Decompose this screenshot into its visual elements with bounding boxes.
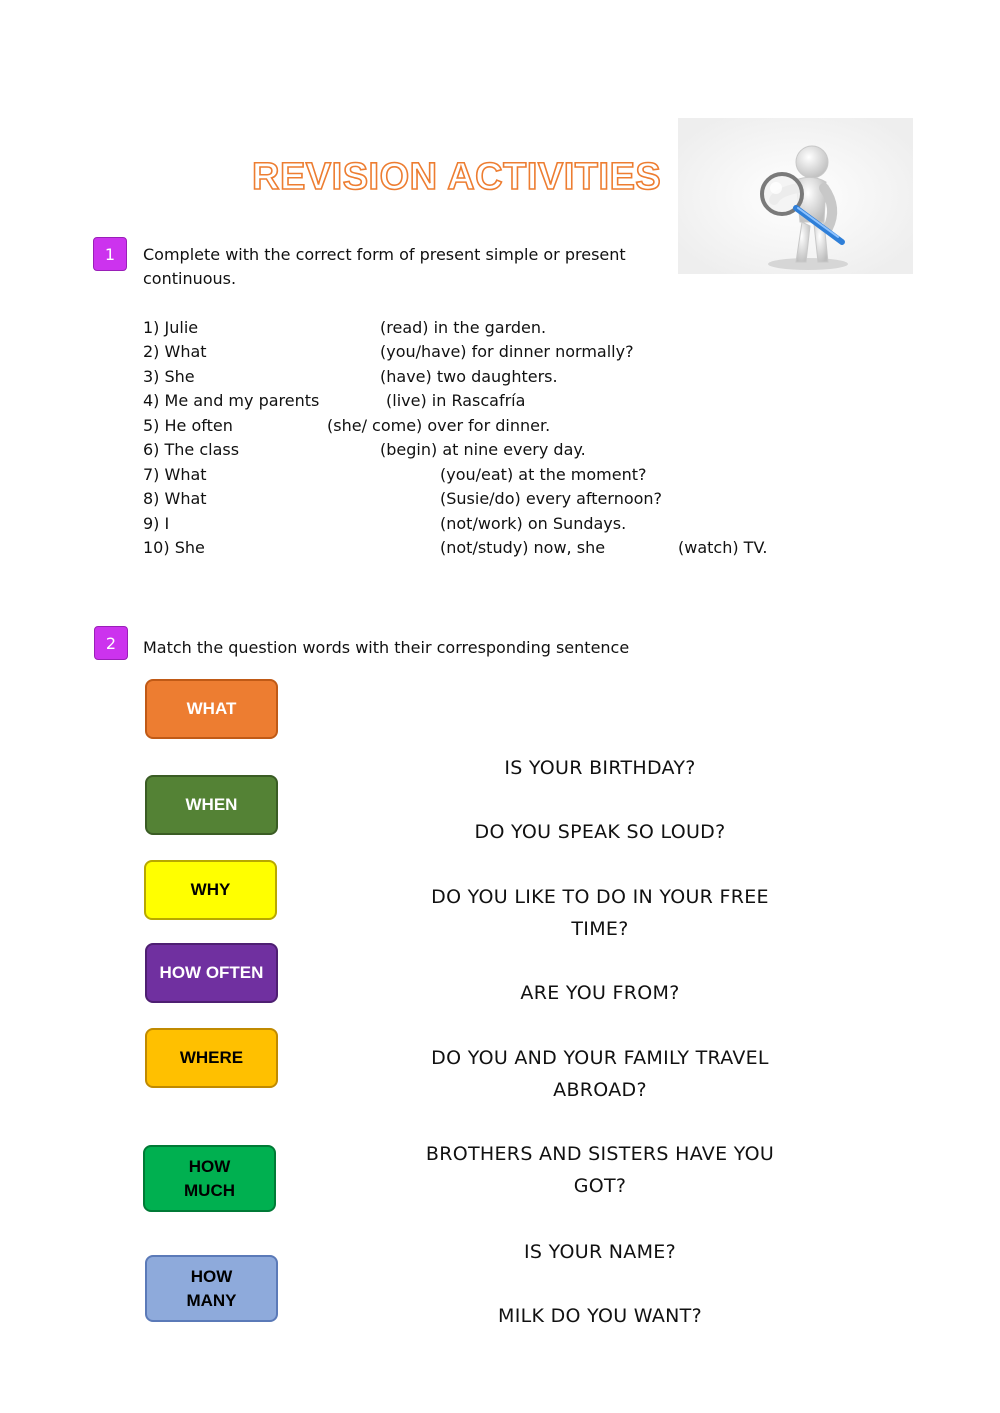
exercise-subject: 2) What bbox=[143, 342, 207, 361]
exercise-subject: 3) She bbox=[143, 367, 195, 386]
exercise-hint: (you/have) for dinner normally? bbox=[380, 342, 634, 361]
question-word-where[interactable]: WHERE bbox=[145, 1028, 278, 1088]
exercise-subject: 5) He often bbox=[143, 416, 233, 435]
section-1-number-badge: 1 bbox=[93, 237, 127, 271]
page-title: REVISION ACTIVITIES bbox=[252, 156, 662, 198]
exercise-hint: (you/eat) at the moment? bbox=[440, 465, 647, 484]
section-2-instruction: Match the question words with their corresponding sentence bbox=[143, 638, 630, 657]
exercise-subject: 4) Me and my parents bbox=[143, 391, 320, 410]
question-word-what[interactable]: WHAT bbox=[145, 679, 278, 739]
exercise-hint: (not/study) now, she bbox=[440, 538, 606, 557]
exercise-hint: (Susie/do) every afternoon? bbox=[440, 489, 663, 508]
question-word-when[interactable]: WHEN bbox=[145, 775, 278, 835]
exercise-hint: (have) two daughters. bbox=[380, 367, 558, 386]
match-sentence[interactable]: ARE YOU FROM? bbox=[520, 982, 680, 1004]
section-1-instruction: Complete with the correct form of present simple or present continuous. bbox=[143, 245, 626, 288]
section-2-number-badge: 2 bbox=[94, 626, 128, 660]
exercise-hint: (she/ come) over for dinner. bbox=[327, 416, 551, 435]
exercise-subject: 8) What bbox=[143, 489, 207, 508]
match-sentence[interactable]: IS YOUR BIRTHDAY? bbox=[504, 757, 696, 779]
question-word-how-often[interactable]: HOW OFTEN bbox=[145, 943, 278, 1003]
exercise-subject: 10) She bbox=[143, 538, 205, 557]
match-sentence[interactable]: DO YOU AND YOUR FAMILY TRAVEL ABROAD? bbox=[431, 1047, 769, 1101]
match-sentence[interactable]: DO YOU LIKE TO DO IN YOUR FREE TIME? bbox=[431, 886, 769, 940]
match-sentence[interactable]: IS YOUR NAME? bbox=[524, 1241, 676, 1263]
match-sentence[interactable]: MILK DO YOU WANT? bbox=[498, 1305, 702, 1327]
question-word-how-much[interactable]: HOW MUCH bbox=[143, 1145, 276, 1212]
match-sentence[interactable]: DO YOU SPEAK SO LOUD? bbox=[474, 821, 726, 843]
exercise-hint: (live) in Rascafría bbox=[386, 391, 526, 410]
exercise-subject: 9) I bbox=[143, 514, 170, 533]
exercise-hint: (begin) at nine every day. bbox=[380, 440, 586, 459]
question-word-why[interactable]: WHY bbox=[144, 860, 277, 920]
person-magnifier-illustration bbox=[678, 118, 913, 274]
exercise-hint: (read) in the garden. bbox=[380, 318, 547, 337]
exercise-subject: 7) What bbox=[143, 465, 207, 484]
match-sentence[interactable]: BROTHERS AND SISTERS HAVE YOU GOT? bbox=[425, 1143, 775, 1197]
question-word-how-many[interactable]: HOW MANY bbox=[145, 1255, 278, 1322]
exercise-subject: 1) Julie bbox=[143, 318, 199, 337]
exercise-subject: 6) The class bbox=[143, 440, 240, 459]
exercise-hint: (not/work) on Sundays. bbox=[440, 514, 627, 533]
exercise-hint: (watch) TV. bbox=[678, 538, 768, 557]
